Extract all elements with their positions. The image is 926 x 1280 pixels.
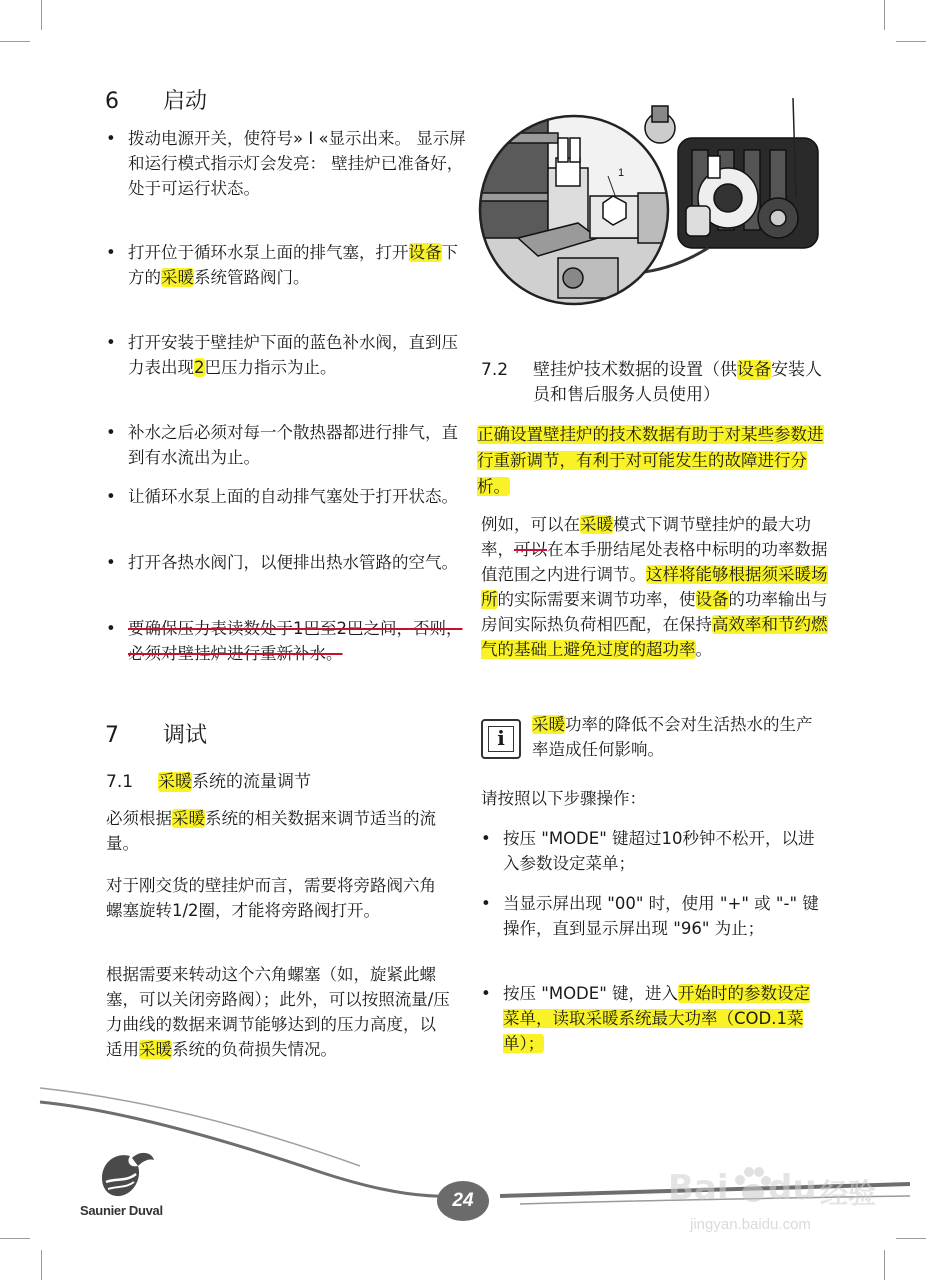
paragraph: 对于刚交货的壁挂炉而言，需要将旁路阀六角螺塞旋转1/2圈，才能将旁路阀打开。 [106,876,436,920]
highlight: 开始时的参数设定菜单，读取采暖系统最大功率（COD.1菜单）； [503,984,811,1053]
paw-icon [732,1166,772,1206]
struck-text: 要确保压力表读数处于1巴至2巴之间，否则，必须对壁挂炉进行重新补水。 [128,619,463,663]
bullet-item: • 补水之后必须对每一个散热器都进行排气，直到有水流出为止。 [106,420,466,470]
highlight: 设备 [408,243,442,262]
subsection-number: 7.1 [106,772,134,792]
figure-callout: 1 [618,167,625,179]
highlight: 2 [194,358,205,377]
crop-mark [41,0,42,30]
highlight: 采暖 [158,772,192,792]
bullet-item: • 让循环水泵上面的自动排气塞处于打开状态。 [106,484,466,509]
info-note: 采暖功率的降低不会对生活热水的生产率造成任何影响。 [532,715,813,759]
pump-assembly [645,106,818,248]
paragraph: 必须根据采暖系统的相关数据来调节适当的流量。 [106,809,436,853]
highlighted-paragraph: 正确设置壁挂炉的技术数据有助于对某些参数进行重新调节，有利于对可能发生的故障进行分析。 [477,425,824,496]
crop-mark [896,41,926,42]
highlight: 采暖 [580,515,613,534]
bullet-item: • 拨动电源开关，使符号» I «显示出来。 显示屏和运行模式指示灯会发亮： 壁挂炉已准备好，处于可运行状态。 [106,126,466,201]
subsection-number: 7.2 [481,360,509,380]
highlight: 高效率和节约燃气的基础上避免过度的超功率 [481,615,828,659]
highlight: 这样将能够根据须采暖场所 [481,565,828,609]
paragraph: 根据需要来转动这个六角螺塞（如，旋紧此螺塞，可以关闭旁路阀）；此外，可以按照流量/压力曲线的数据来调节能够达到的压力高度，以适用采暖系统的负荷损失情况。 [106,965,450,1059]
example-paragraph: 例如，可以在采暖模式下调节壁挂炉的最大功率，可以在本手册结尾处表格中标明的功率数据值范围之内进行调节。这样将能够根据须采暖场所的实际需要来调节功率，使设备的功率输出与房间实际热负荷相匹配，在保持高效率和节约燃气的基础上避免过度的超功率。 [481,515,828,659]
brand-logo-icon [96,1148,156,1204]
section-6-heading [105,84,207,115]
section-title: 调试 [163,723,208,748]
section-number: 6 [105,89,119,114]
bullet-item: • 打开位于循环水泵上面的排气塞，打开设备下方的采暖系统管路阀门。 [106,240,466,290]
subsection-7-1-heading: 7.1 采暖系统的流量调节 [106,772,311,792]
page-number-badge: 24 [437,1181,489,1221]
step-item: • 按压 "MODE" 键超过10秒钟不松开，以进入参数设定菜单； [481,826,821,876]
bullet-item: • 打开安装于壁挂炉下面的蓝色补水阀，直到压力表出现2巴压力指示为止。 [106,330,466,380]
crop-mark [0,41,30,42]
highlight: 采暖 [161,268,194,287]
brand-name: Saunier Duval [80,1203,163,1218]
highlight: 设备 [695,590,729,609]
baidu-watermark: Bai du 经验 jingyan.baidu.com [668,1168,877,1233]
step-item: • 当显示屏出现 "00" 时，使用 "+" 或 "-" 键操作，直到显示屏出现 "96" 为止； [481,891,821,941]
highlight: 设备 [737,360,771,380]
section-number: 7 [105,723,119,748]
info-icon: i [481,719,521,759]
section-7-heading [105,718,207,749]
bullet-item: • 打开各热水阀门，以便排出热水管路的空气。 [106,550,466,575]
crop-mark [884,0,885,30]
bullet-item-struck [106,616,466,666]
steps-intro: 请按照以下步骤操作： [481,789,646,808]
highlight: 采暖 [532,715,565,734]
struck-text: 可以 [514,540,547,559]
section-title: 启动 [163,89,208,114]
highlight: 采暖 [139,1040,172,1059]
step-item: • 按压 "MODE" 键，进入开始时的参数设定菜单，读取采暖系统最大功率（COD.1菜单）； [481,981,821,1056]
highlight: 采暖 [172,809,205,828]
boiler-valve-figure [478,98,828,320]
subsection-7-2-heading: 7.2 壁挂炉技术数据的设置（供设备安装人员和售后服务人员使用） [481,360,822,405]
